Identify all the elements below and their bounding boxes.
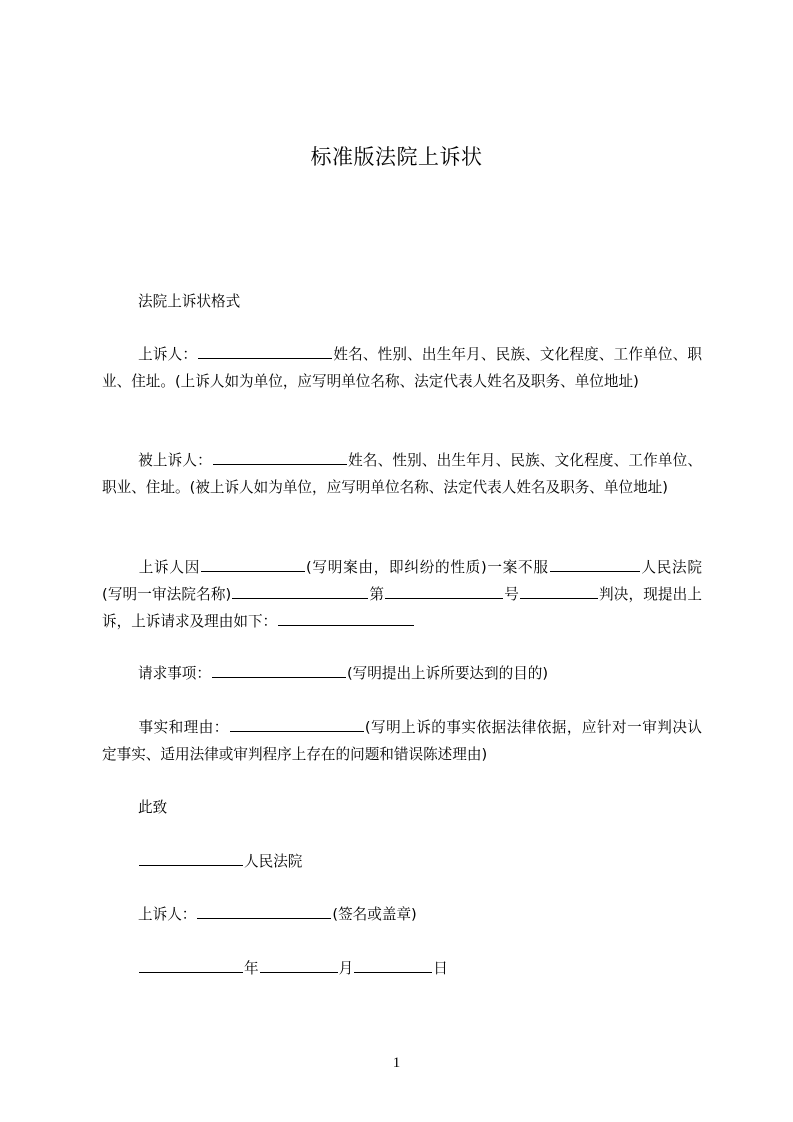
- section-heading: [102, 288, 702, 315]
- signature-paragraph: [102, 901, 702, 928]
- date-year: 年: [244, 960, 259, 977]
- cause-part1: 上诉人因: [138, 559, 201, 576]
- cause-part4: 第: [369, 586, 385, 603]
- month-blank[interactable]: [260, 958, 338, 973]
- date-paragraph: [102, 955, 702, 982]
- appellee-text: 姓名、性别、出生年月、民族、文化程度、工作单位、职业、住址。(被上诉人如为单位，应写明单位名称、法定代表人姓名及职务、单位地址): [102, 452, 702, 496]
- cause-paragraph: [102, 554, 702, 635]
- case-no-blank[interactable]: [385, 584, 503, 599]
- cause-part6: 判决，现提出上诉，上诉请求及理由如下：: [102, 586, 702, 630]
- claims-paragraph: [102, 660, 702, 687]
- claims-label: 请求事项：: [138, 665, 211, 682]
- case-type-blank[interactable]: [201, 557, 305, 572]
- year-ref-blank[interactable]: [232, 584, 368, 599]
- judgment-type-blank[interactable]: [520, 584, 598, 599]
- cause-part5: 号: [504, 586, 519, 603]
- signature-blank[interactable]: [197, 904, 331, 919]
- appellee-blank[interactable]: [213, 450, 347, 465]
- date-month: 月: [338, 960, 354, 977]
- signature-text: (签名或盖章): [332, 906, 417, 923]
- facts-text: (写明上诉的事实依据法律依据，应针对一审判决认定事实、适用法律或审判程序上存在的问题和错误陈述理由): [102, 719, 702, 763]
- court-name-blank[interactable]: [139, 851, 243, 866]
- court-text: 人民法院: [244, 853, 303, 870]
- facts-label: 事实和理由：: [138, 719, 229, 736]
- first-court-blank[interactable]: [550, 557, 640, 572]
- appellee-label: 被上诉人：: [138, 452, 212, 469]
- claims-blank[interactable]: [212, 663, 346, 678]
- section-heading-text: 法院上诉状格式: [138, 293, 241, 310]
- appellant-blank[interactable]: [198, 344, 332, 359]
- appeal-reason-blank[interactable]: [278, 611, 414, 626]
- appellant-label: 上诉人：: [138, 346, 198, 363]
- day-blank[interactable]: [354, 958, 432, 973]
- appellant-text: 姓名、性别、出生年月、民族、文化程度、工作单位、职业、住址。(上诉人如为单位，应写明单位名称、法定代表人姓名及职务、单位地址): [102, 346, 702, 390]
- signature-label: 上诉人：: [138, 906, 197, 923]
- appellee-paragraph: [102, 447, 702, 501]
- page-number: 1: [392, 1055, 401, 1071]
- facts-blank[interactable]: [230, 717, 364, 732]
- cause-part3: 人民法院(写明一审法院名称): [102, 559, 702, 603]
- closing-paragraph: [102, 794, 702, 821]
- facts-paragraph: [102, 714, 702, 768]
- date-day: 日: [433, 960, 448, 977]
- document-title: 标准版法院上诉状: [310, 145, 483, 169]
- appellant-paragraph: [102, 341, 702, 395]
- cause-part2: (写明案由，即纠纷的性质)一案不服: [306, 559, 549, 576]
- closing-text: 此致: [138, 799, 168, 816]
- year-blank[interactable]: [139, 958, 243, 973]
- claims-text: (写明提出上诉所要达到的目的): [346, 665, 549, 682]
- court-paragraph: [102, 848, 702, 875]
